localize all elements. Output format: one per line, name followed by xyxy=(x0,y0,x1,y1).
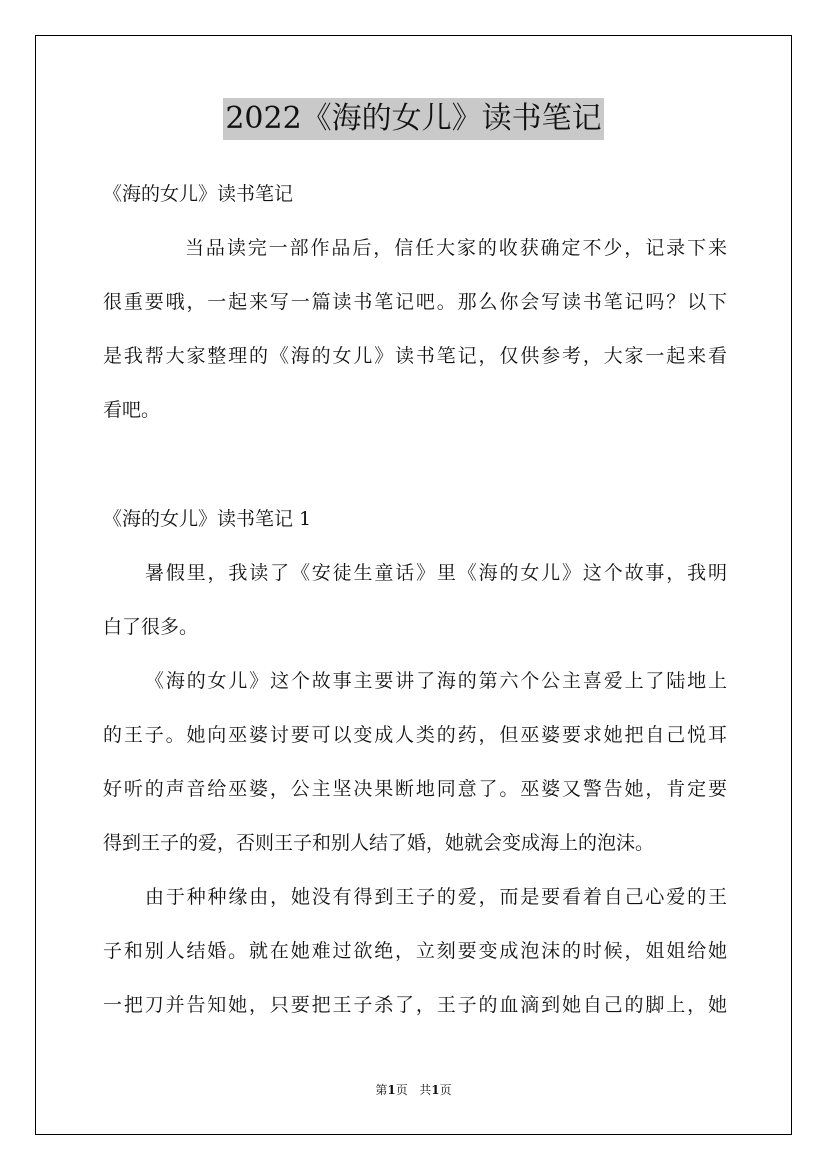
total-suffix: 页 xyxy=(439,1083,452,1097)
body-line-6: 得到王子的爱，否则王子和别人结了婚，她就会变成海上的泡沫。 xyxy=(103,832,655,854)
body-line-9: 一把刀并告知她，只要把王子杀了，王子的血滴到她自己的脚上，她 xyxy=(103,994,727,1016)
body-line-5: 好听的声音给巫婆，公主坚决果断地同意了。巫婆又警告她，肯定要 xyxy=(103,778,727,800)
page-prefix: 第 xyxy=(375,1083,388,1097)
title-container xyxy=(0,98,827,140)
body-line-4: 的王子。她向巫婆讨要可以变成人类的药，但巫婆要求她把自己悦耳 xyxy=(103,724,727,746)
body-line-7: 由于种种缘由，她没有得到王子的爱，而是要看着自己心爱的王 xyxy=(145,886,727,908)
intro-line-4: 看吧。 xyxy=(103,399,161,421)
page-number: 1 xyxy=(387,1083,396,1097)
body-line-3: 《海的女儿》这个故事主要讲了海的第六个公主喜爱上了陆地上 xyxy=(145,670,727,692)
subtitle: 《海的女儿》读书笔记 xyxy=(103,183,294,205)
intro-line-1: 当品读完一部作品后，信任大家的收获确定不少，记录下来 xyxy=(185,237,727,259)
total-pages: 1 xyxy=(431,1083,440,1097)
page-footer xyxy=(0,1082,827,1098)
document-title: 2022《海的女儿》读书笔记 xyxy=(223,98,603,140)
total-prefix: 共 xyxy=(419,1083,432,1097)
intro-line-3: 是我帮大家整理的《海的女儿》读书笔记，仅供参考，大家一起来看 xyxy=(103,345,727,367)
body-line-2: 白了很多。 xyxy=(103,616,199,638)
section-heading: 《海的女儿》读书笔记 1 xyxy=(103,508,312,530)
intro-line-2: 很重要哦，一起来写一篇读书笔记吧。那么你会写读书笔记吗？以下 xyxy=(103,291,727,313)
body-line-8: 子和别人结婚。就在她难过欲绝，立刻要变成泡沫的时候，姐姐给她 xyxy=(103,940,727,962)
page-suffix: 页 xyxy=(395,1083,408,1097)
body-line-1: 暑假里，我读了《安徒生童话》里《海的女儿》这个故事，我明 xyxy=(145,562,727,584)
